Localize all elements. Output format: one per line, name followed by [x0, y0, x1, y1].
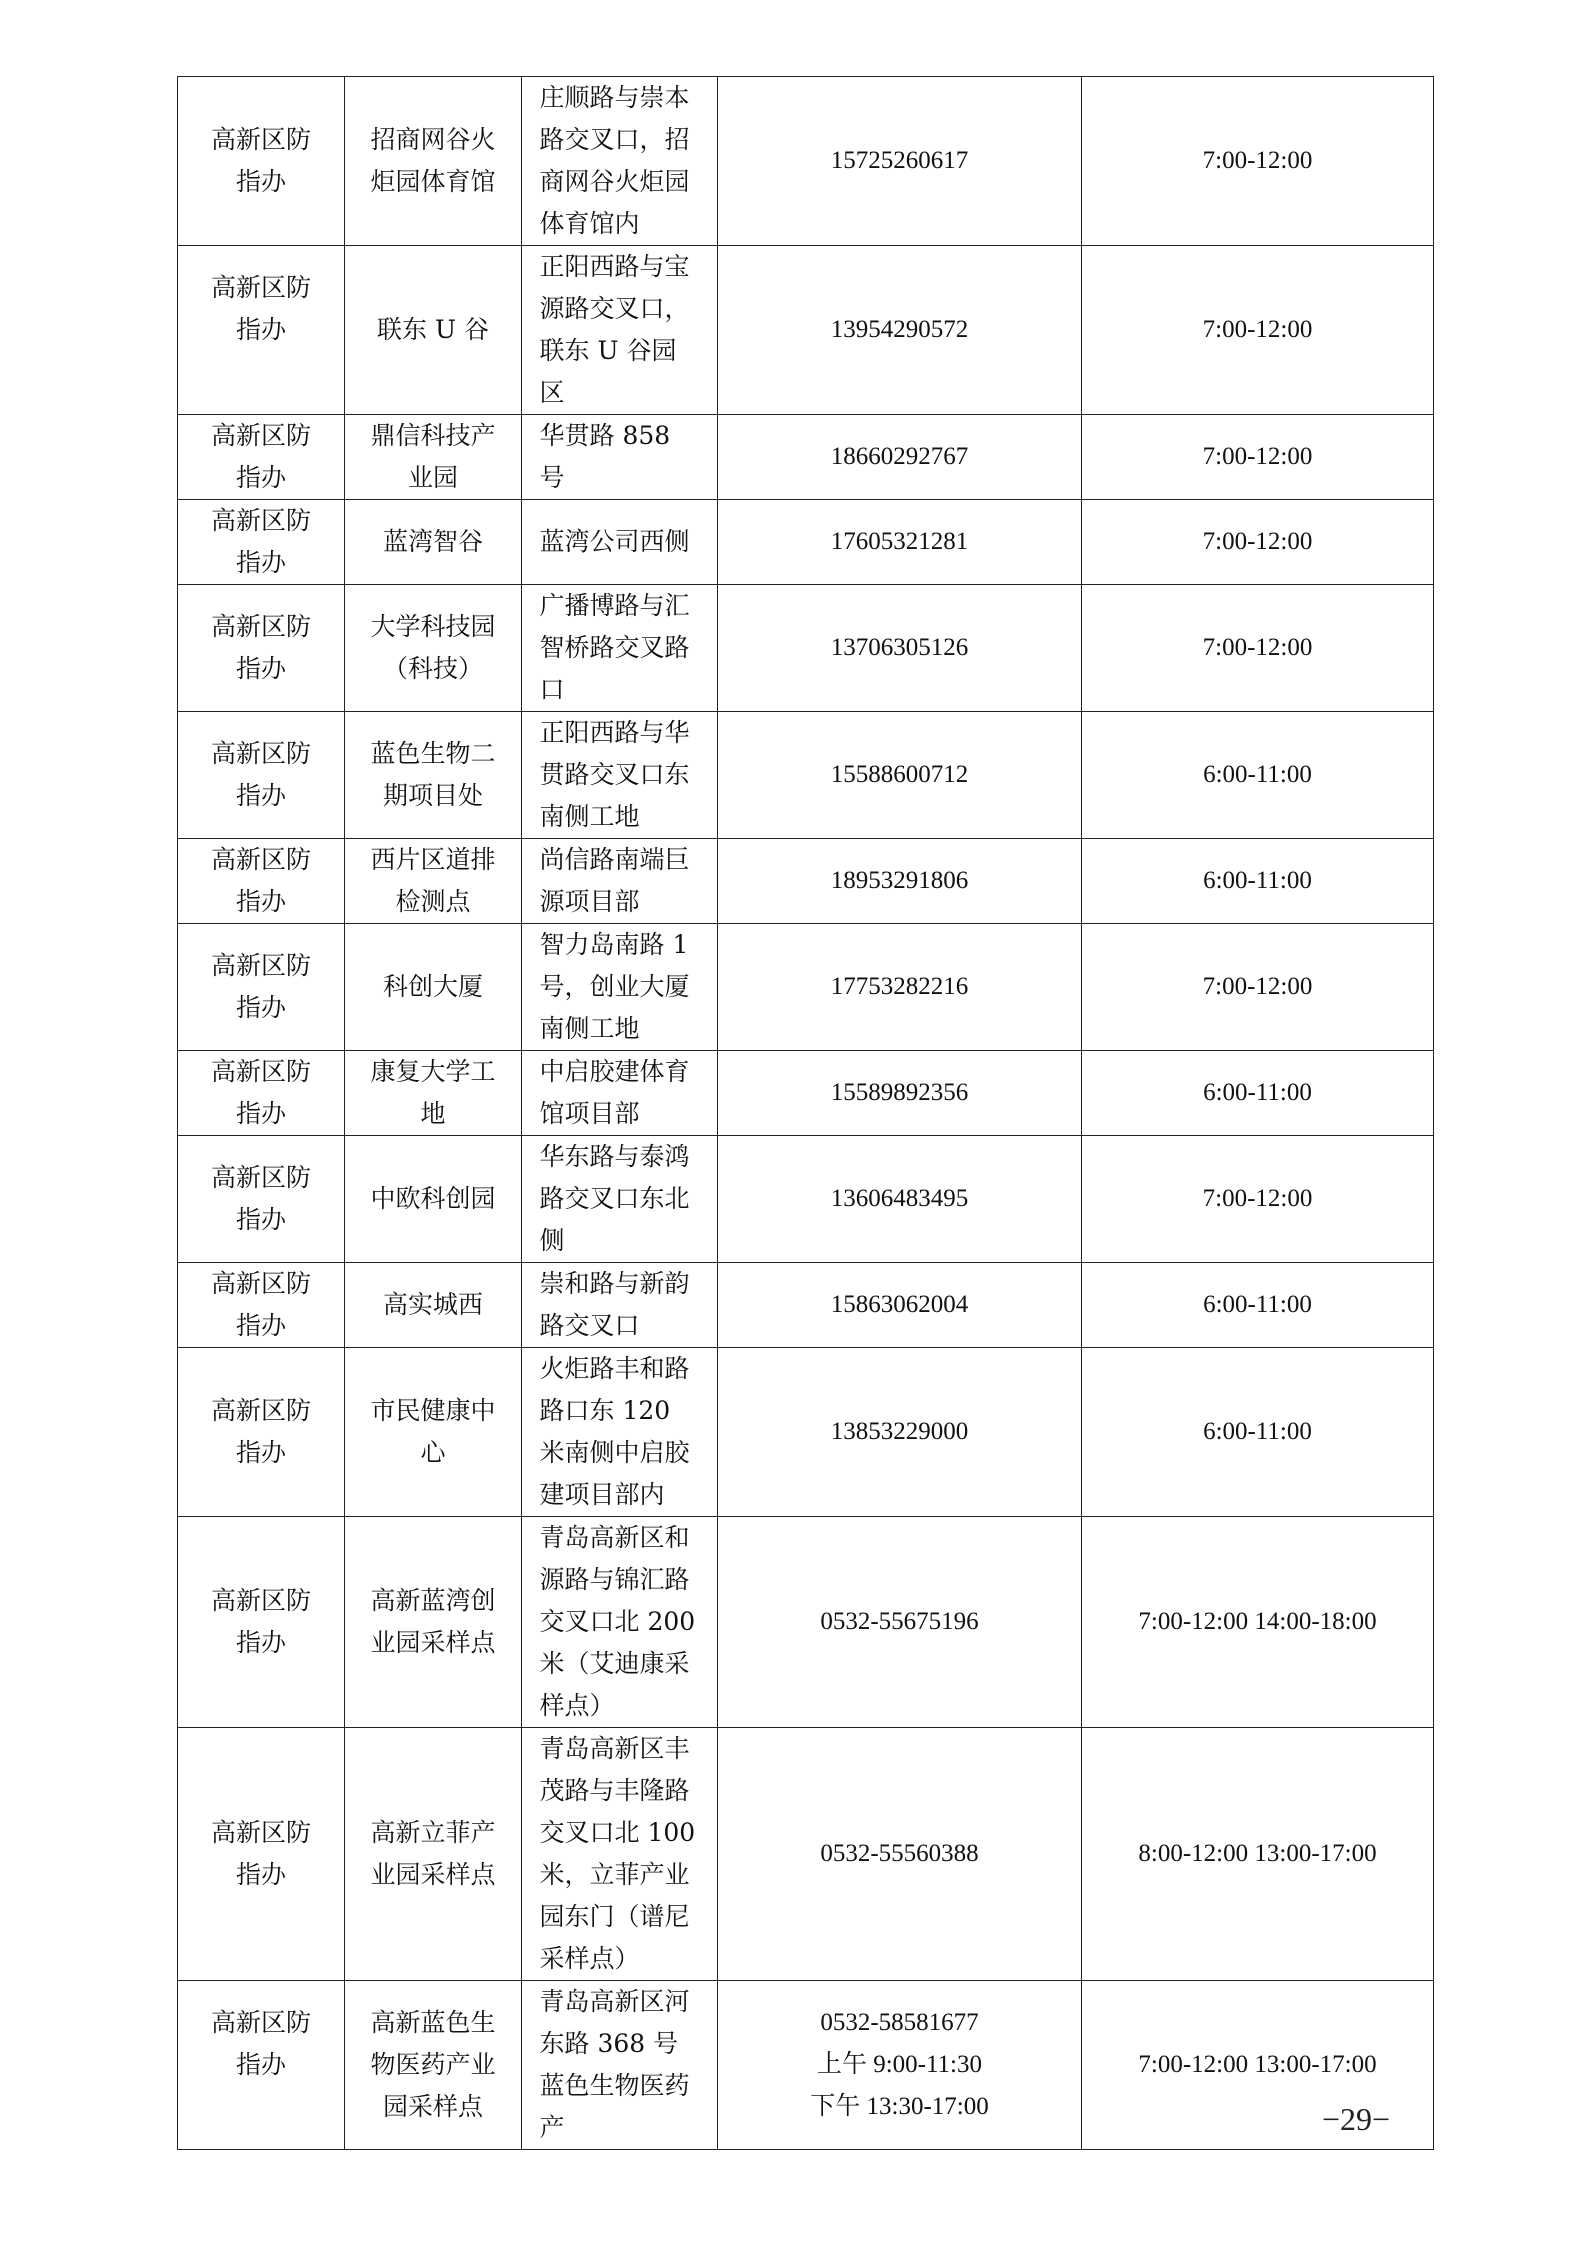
table-row — [178, 77, 1434, 246]
site-cell: 大学科技园（科技） — [345, 585, 522, 712]
table-row — [178, 1728, 1434, 1981]
hours-cell: 6:00-11:00 — [1082, 839, 1434, 924]
address-cell: 广播博路与汇智桥路交叉路口 — [522, 585, 718, 712]
phone-cell: 13853229000 — [718, 1348, 1082, 1517]
address-cell: 青岛高新区河东路 368 号蓝色生物医药产 — [522, 1981, 718, 2150]
site-cell: 招商网谷火炬园体育馆 — [345, 77, 522, 246]
site-cell: 高新蓝色生物医药产业园采样点 — [345, 1981, 522, 2150]
table-row — [178, 924, 1434, 1051]
address-cell: 正阳西路与宝源路交叉口，联东 U 谷园区 — [522, 246, 718, 415]
table-row — [178, 1348, 1434, 1517]
phone-cell: 0532-58581677 上午 9:00-11:30 下午 13:30-17:00 — [718, 1981, 1082, 2150]
hours-cell: 7:00-12:00 — [1082, 246, 1434, 415]
department-cell: 高新区防指办 — [178, 1051, 345, 1136]
department-cell: 高新区防指办 — [178, 1348, 345, 1517]
phone-cell: 18660292767 — [718, 415, 1082, 500]
table-row — [178, 839, 1434, 924]
hours-cell: 7:00-12:00 — [1082, 585, 1434, 712]
address-cell: 尚信路南端巨源项目部 — [522, 839, 718, 924]
address-cell: 青岛高新区丰茂路与丰隆路交叉口北 100 米，立菲产业园东门（谱尼采样点） — [522, 1728, 718, 1981]
address-cell: 庄顺路与崇本路交叉口，招商网谷火炬园体育馆内 — [522, 77, 718, 246]
hours-cell: 7:00-12:00 — [1082, 1136, 1434, 1263]
phone-cell: 15589892356 — [718, 1051, 1082, 1136]
department-cell: 高新区防指办 — [178, 1263, 345, 1348]
hours-cell: 7:00-12:00 — [1082, 924, 1434, 1051]
site-cell: 高新蓝湾创业园采样点 — [345, 1517, 522, 1728]
hours-cell: 7:00-12:00 — [1082, 500, 1434, 585]
table-row — [178, 500, 1434, 585]
phone-cell: 13954290572 — [718, 246, 1082, 415]
department-cell: 高新区防指办 — [178, 77, 345, 246]
table-row — [178, 1263, 1434, 1348]
department-cell: 高新区防指办 — [178, 1981, 345, 2150]
table-row — [178, 1136, 1434, 1263]
hours-cell: 6:00-11:00 — [1082, 1263, 1434, 1348]
table-row — [178, 712, 1434, 839]
address-cell: 中启胶建体育馆项目部 — [522, 1051, 718, 1136]
department-cell: 高新区防指办 — [178, 246, 345, 415]
address-cell: 正阳西路与华贯路交叉口东南侧工地 — [522, 712, 718, 839]
phone-cell: 15725260617 — [718, 77, 1082, 246]
phone-cell: 13706305126 — [718, 585, 1082, 712]
hours-cell: 6:00-11:00 — [1082, 712, 1434, 839]
site-cell: 西片区道排检测点 — [345, 839, 522, 924]
site-cell: 康复大学工地 — [345, 1051, 522, 1136]
address-cell: 火炬路丰和路路口东 120 米南侧中启胶建项目部内 — [522, 1348, 718, 1517]
department-cell: 高新区防指办 — [178, 585, 345, 712]
table-row — [178, 1517, 1434, 1728]
department-cell: 高新区防指办 — [178, 415, 345, 500]
table-body — [178, 77, 1434, 2150]
department-cell: 高新区防指办 — [178, 500, 345, 585]
department-cell: 高新区防指办 — [178, 839, 345, 924]
table-row — [178, 585, 1434, 712]
address-cell: 华贯路 858 号 — [522, 415, 718, 500]
phone-cell: 13606483495 — [718, 1136, 1082, 1263]
site-cell: 高实城西 — [345, 1263, 522, 1348]
department-cell: 高新区防指办 — [178, 1728, 345, 1981]
hours-cell: 6:00-11:00 — [1082, 1051, 1434, 1136]
department-cell: 高新区防指办 — [178, 1136, 345, 1263]
hours-cell: 7:00-12:00 13:00-17:00 — [1082, 1981, 1434, 2150]
address-cell: 蓝湾公司西侧 — [522, 500, 718, 585]
site-cell: 中欧科创园 — [345, 1136, 522, 1263]
department-cell: 高新区防指办 — [178, 712, 345, 839]
phone-cell: 15863062004 — [718, 1263, 1082, 1348]
page-number: −29− — [1322, 2101, 1391, 2137]
site-cell: 蓝色生物二期项目处 — [345, 712, 522, 839]
address-cell: 青岛高新区和源路与锦汇路交叉口北 200 米（艾迪康采样点） — [522, 1517, 718, 1728]
site-cell: 联东 U 谷 — [345, 246, 522, 415]
hours-cell: 8:00-12:00 13:00-17:00 — [1082, 1728, 1434, 1981]
hours-cell: 7:00-12:00 — [1082, 77, 1434, 246]
phone-cell: 15588600712 — [718, 712, 1082, 839]
table-row — [178, 1981, 1434, 2150]
phone-cell: 0532-55675196 — [718, 1517, 1082, 1728]
hours-cell: 7:00-12:00 14:00-18:00 — [1082, 1517, 1434, 1728]
site-cell: 蓝湾智谷 — [345, 500, 522, 585]
site-cell: 科创大厦 — [345, 924, 522, 1051]
address-cell: 崇和路与新韵路交叉口 — [522, 1263, 718, 1348]
hours-cell: 6:00-11:00 — [1082, 1348, 1434, 1517]
hours-cell: 7:00-12:00 — [1082, 415, 1434, 500]
site-cell: 市民健康中心 — [345, 1348, 522, 1517]
site-cell: 高新立菲产业园采样点 — [345, 1728, 522, 1981]
table-row — [178, 1051, 1434, 1136]
site-cell: 鼎信科技产业园 — [345, 415, 522, 500]
department-cell: 高新区防指办 — [178, 924, 345, 1051]
phone-cell: 17753282216 — [718, 924, 1082, 1051]
phone-cell: 18953291806 — [718, 839, 1082, 924]
address-cell: 华东路与泰鸿路交叉口东北侧 — [522, 1136, 718, 1263]
table-row — [178, 415, 1434, 500]
phone-cell: 0532-55560388 — [718, 1728, 1082, 1981]
department-cell: 高新区防指办 — [178, 1517, 345, 1728]
sampling-sites-table — [177, 76, 1434, 2150]
table-row — [178, 246, 1434, 415]
address-cell: 智力岛南路 1 号，创业大厦南侧工地 — [522, 924, 718, 1051]
phone-cell: 17605321281 — [718, 500, 1082, 585]
